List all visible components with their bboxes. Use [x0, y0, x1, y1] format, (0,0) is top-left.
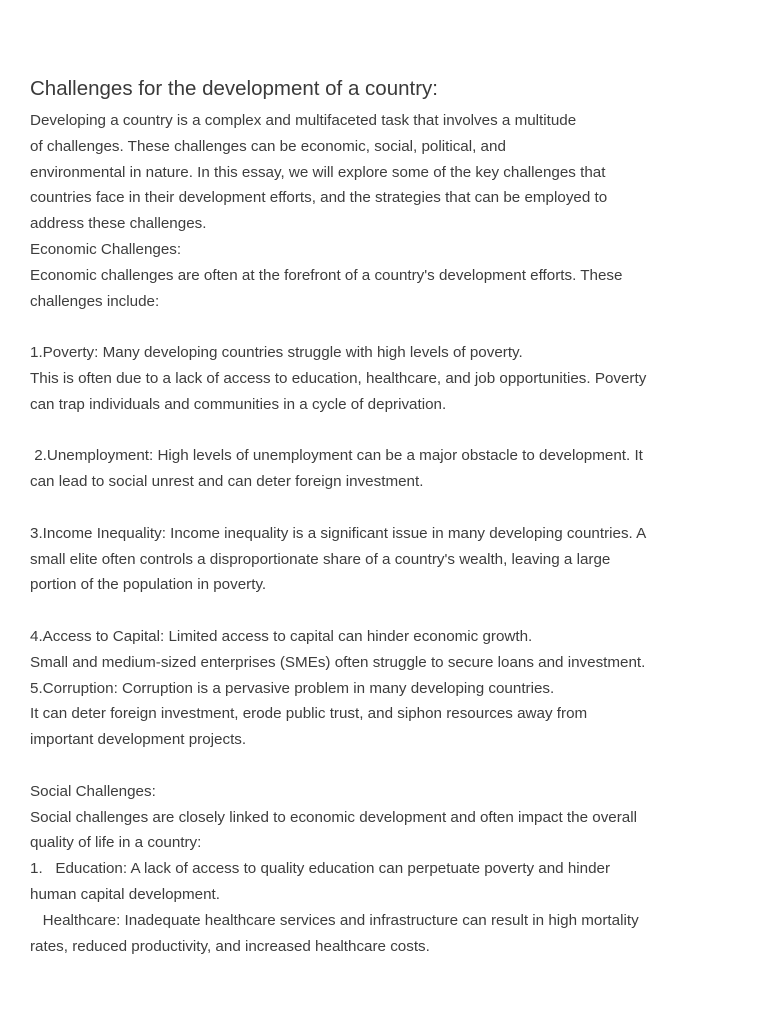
text-line: 5.Corruption: Corruption is a pervasive problem in many developing countries.	[30, 679, 555, 697]
text-line: This is often due to a lack of access to education, healthcare, and job opportunities. Poverty	[30, 369, 647, 387]
text-line: Economic challenges are often at the forefront of a country's development efforts. These	[30, 266, 623, 284]
text-line: address these challenges.	[30, 215, 207, 233]
document-title: Challenges for the development of a country:	[30, 77, 438, 100]
blank-line	[30, 495, 742, 521]
text-line: 2.Unemployment: High levels of unemployment can be a major obstacle to development. It	[30, 447, 643, 465]
document-page	[30, 76, 742, 959]
text-line: can trap individuals and communities in a cycle of deprivation.	[30, 395, 447, 413]
text-line: rates, reduced productivity, and increased healthcare costs.	[30, 937, 430, 955]
text-line: important development projects.	[30, 731, 247, 749]
text-line: It can deter foreign investment, erode public trust, and siphon resources away from	[30, 705, 588, 723]
text-line: 4.Access to Capital: Limited access to capital can hinder economic growth.	[30, 627, 533, 645]
text-line: Small and medium-sized enterprises (SMEs) often struggle to secure loans and investment.	[30, 653, 646, 671]
blank-line	[30, 314, 742, 340]
blank-line	[30, 753, 742, 779]
text-line: can lead to social unrest and can deter foreign investment.	[30, 473, 424, 491]
text-line: Social challenges are closely linked to economic development and often impact the overall	[30, 808, 638, 826]
text-line: Healthcare: Inadequate healthcare services and infrastructure can result in high mortality	[30, 911, 639, 929]
text-line: quality of life in a country:	[30, 834, 202, 852]
text-line: 1. Education: A lack of access to quality education can perpetuate poverty and hinder	[30, 860, 611, 878]
text-line: of challenges. These challenges can be economic, social, political, and	[30, 137, 506, 155]
text-line: human capital development.	[30, 885, 220, 903]
text-line: Economic Challenges:	[30, 240, 182, 258]
text-line: challenges include:	[30, 292, 160, 310]
text-line: countries face in their development efforts, and the strategies that can be employed to	[30, 189, 608, 207]
text-line: Social Challenges:	[30, 782, 156, 800]
text-line: 3.Income Inequality: Income inequality is a significant issue in many developing countries. A	[30, 524, 647, 542]
blank-line	[30, 598, 742, 624]
text-line: environmental in nature. In this essay, we will explore some of the key challenges that	[30, 163, 606, 181]
text-line: portion of the population in poverty.	[30, 576, 267, 594]
text-line: small elite often controls a disproportionate share of a country's wealth, leaving a large	[30, 550, 611, 568]
text-line: 1.Poverty: Many developing countries struggle with high levels of poverty.	[30, 344, 523, 362]
text-line: Developing a country is a complex and multifaceted task that involves a multitude	[30, 112, 577, 129]
blank-line	[30, 418, 742, 444]
document-body	[30, 108, 742, 959]
